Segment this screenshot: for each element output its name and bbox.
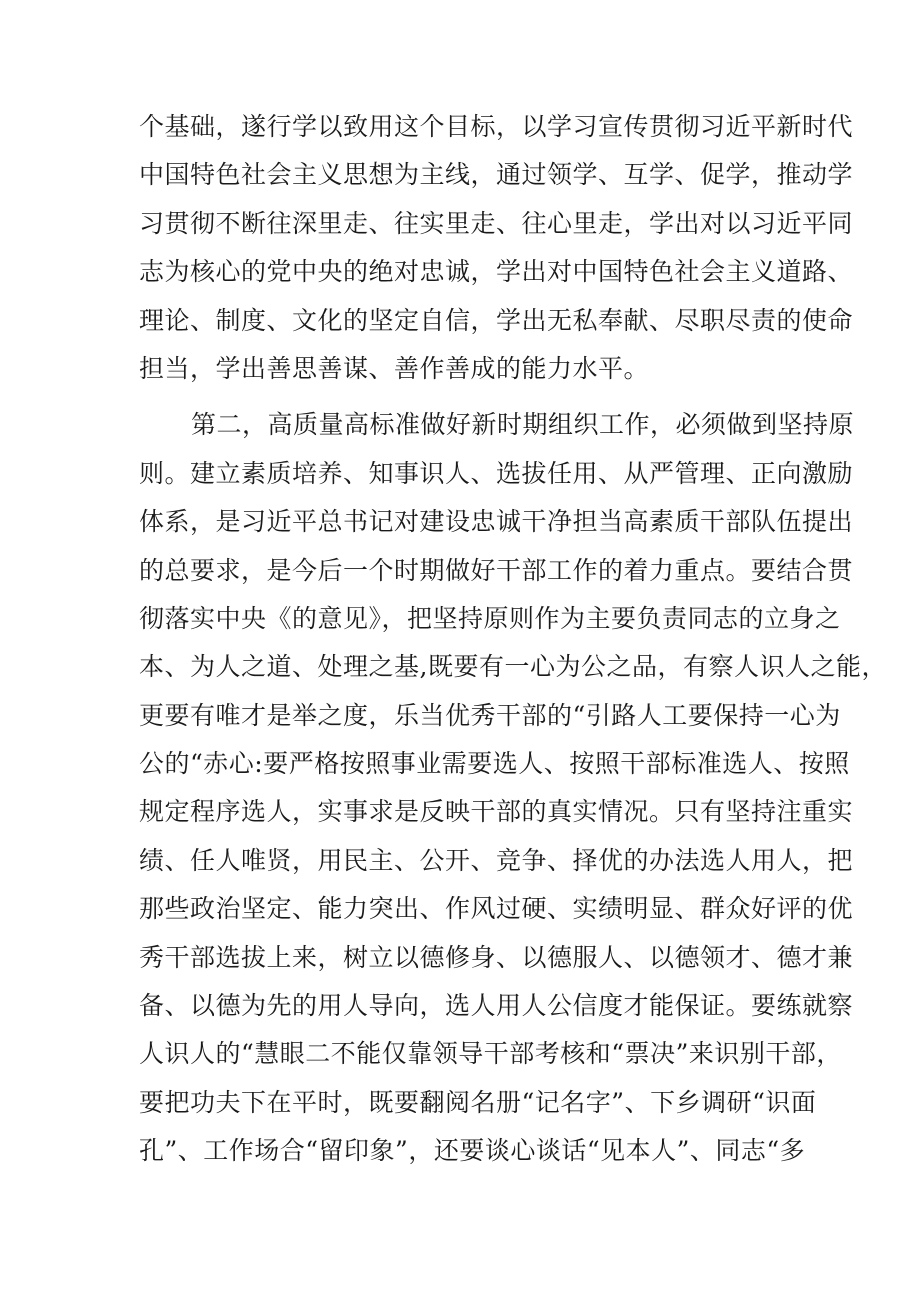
text-line: 孔”、工作场合“留印象”，还要谈心谈话“见本人”、同志“多: [139, 1136, 806, 1166]
text-line: 秀干部选拔上来，树立以德修身、以德服人、以德领才、德才兼: [139, 942, 854, 972]
text-line: 人识人的“慧眼二不能仅靠领导干部考核和“票决”来识别干部，: [139, 1039, 842, 1069]
text-line: 规定程序选人，实事求是反映干部的真实情况。只有坚持注重实: [139, 797, 854, 827]
text-line: 要把功夫下在平时，既要翻阅名册“记名字”、下乡调研“识面: [139, 1087, 817, 1117]
paragraph-1: [139, 103, 854, 393]
text-line: 体系，是习近平总书记对建设忠诚干净担当高素质干部队伍提出: [139, 507, 854, 537]
text-line: 习贯彻不断往深里走、往实里走、往心里走，学出对以习近平同: [139, 208, 854, 238]
paragraph-2: [139, 401, 887, 1175]
text-line: 更要有唯才是举之度，乐当优秀干部的“引路人工要保持一心为: [139, 700, 841, 730]
paragraph-spacer: [139, 393, 799, 401]
text-line: 中国特色社会主义思想为主线，通过领学、互学、促学，推动学: [139, 160, 854, 190]
document-body: [139, 103, 887, 1176]
text-line: 理论、制度、文化的坚定自信，学出无私奉献、尽职尽责的使命: [139, 305, 854, 335]
text-line: 绩、任人唯贤，用民主、公开、竞争、择优的办法选人用人，把: [139, 845, 854, 875]
text-line: 备、以德为先的用人导向，选人用人公信度才能保证。要练就察: [139, 991, 854, 1021]
text-line: 个基础，遂行学以致用这个目标，以学习宣传贯彻习近平新时代: [139, 112, 854, 141]
text-line: 志为核心的党中央的绝对忠诚，学出对中国特色社会主义道路、: [139, 257, 854, 287]
text-line: 第二，高质量高标准做好新时期组织工作，必须做到坚持原: [191, 410, 855, 440]
text-line: 则。建立素质培养、知事识人、选拔任用、从严管理、正向激励: [139, 458, 854, 488]
text-line: 公的“赤心:要严格按照事业需要选人、按照干部标准选人、按照: [139, 749, 850, 779]
text-line: 的总要求，是今后一个时期做好干部工作的着力重点。要结合贯: [139, 555, 854, 585]
text-line: 担当，学出善思善谋、善作善成的能力水平。: [139, 353, 650, 383]
text-line: 那些政治坚定、能力突出、作风过硬、实绩明显、群众好评的优: [139, 894, 854, 924]
text-line: 彻落实中央《的意见》，把坚持原则作为主要负责同志的立身之: [139, 603, 841, 633]
text-line: 本、为人之道、处理之基,既要有一心为公之品，有察人识人之能，: [139, 652, 887, 682]
